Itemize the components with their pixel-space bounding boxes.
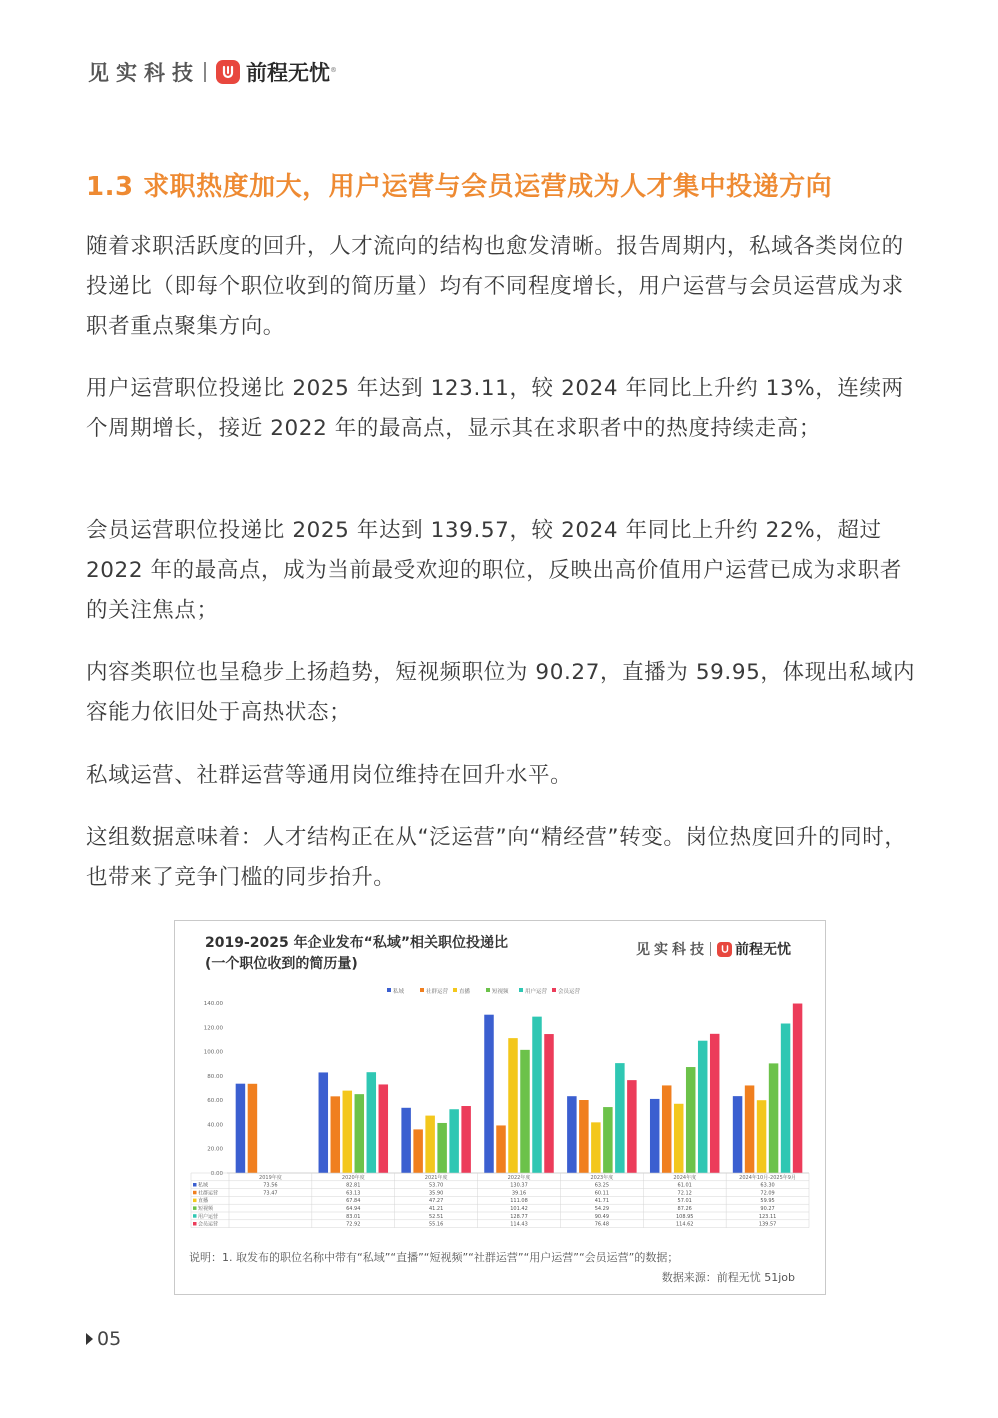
bar-4-6 bbox=[781, 1024, 791, 1173]
bar-3-5 bbox=[686, 1067, 696, 1173]
y-tick-label-5: 100.00 bbox=[203, 1049, 223, 1056]
data-label-0-4: 63.25 bbox=[594, 1182, 610, 1189]
bar-3-4 bbox=[603, 1107, 613, 1173]
data-label-5-1: 72.92 bbox=[346, 1221, 361, 1228]
data-label-5-3: 114.43 bbox=[510, 1221, 528, 1228]
51job-logo-icon bbox=[216, 60, 240, 84]
data-label-1-5: 72.12 bbox=[677, 1190, 692, 1197]
data-label-0-6: 63.30 bbox=[760, 1182, 775, 1189]
table-swatch-3 bbox=[193, 1206, 197, 1210]
bar-chart bbox=[175, 983, 825, 1245]
paragraph-2: 用户运营职位投递比 2025 年达到 123.11，较 2024 年同比上升约 13%，连续两个周期增长，接近 2022 年的最高点，显示其在求职者中的热度持续走高； bbox=[86, 376, 904, 441]
y-tick-label-6: 120.00 bbox=[203, 1025, 223, 1032]
paragraph-1: 随着求职活跃度的回升，人才流向的结构也愈发清晰。报告周期内，私域各类岗位的投递比（即每个职位收到的简历量）均有不同程度增长，用户运营与会员运营成为求职者重点聚集方向。 bbox=[86, 234, 904, 339]
bar-1-4 bbox=[579, 1100, 589, 1173]
jianshi-brand: 见实科技 bbox=[88, 61, 200, 85]
chart-title-line2: (一个职位收到的简历量) bbox=[205, 956, 358, 972]
legend-label-2: 直播 bbox=[459, 989, 471, 995]
data-label-2-4: 41.71 bbox=[594, 1198, 610, 1205]
table-series-label-3: 短视频 bbox=[198, 1206, 214, 1212]
bar-4-2 bbox=[449, 1109, 459, 1173]
legend-label-4: 用户运营 bbox=[525, 989, 548, 995]
bar-3-2 bbox=[437, 1123, 447, 1173]
table-series-label-1: 社群运营 bbox=[198, 1190, 219, 1197]
bar-2-4 bbox=[591, 1122, 601, 1173]
bar-2-6 bbox=[757, 1100, 767, 1173]
bar-2-3 bbox=[508, 1038, 518, 1173]
bar-4-1 bbox=[367, 1072, 377, 1173]
bar-5-5 bbox=[710, 1034, 720, 1173]
bar-3-3 bbox=[520, 1050, 530, 1173]
bar-5-1 bbox=[379, 1084, 389, 1173]
data-label-5-2: 55.16 bbox=[428, 1221, 444, 1228]
brand-divider bbox=[204, 62, 206, 82]
chart-51job-logo-icon bbox=[717, 942, 732, 957]
x-category-label-1: 2020年度 bbox=[341, 1174, 365, 1181]
data-label-4-2: 52.51 bbox=[428, 1213, 444, 1220]
data-label-4-6: 123.11 bbox=[758, 1213, 777, 1220]
chart-brand-51job: 前程无忧 bbox=[735, 942, 791, 958]
bar-1-3 bbox=[496, 1125, 506, 1173]
bar-2-1 bbox=[343, 1091, 353, 1173]
data-label-0-3: 130.37 bbox=[510, 1182, 528, 1189]
data-label-4-5: 108.95 bbox=[675, 1213, 694, 1220]
bar-3-1 bbox=[355, 1094, 365, 1173]
data-label-4-4: 90.49 bbox=[594, 1213, 610, 1220]
data-label-4-3: 128.77 bbox=[510, 1213, 528, 1220]
x-category-label-5: 2024年度 bbox=[673, 1174, 697, 1181]
x-category-label-0: 2019年度 bbox=[259, 1174, 282, 1181]
data-label-1-6: 72.09 bbox=[760, 1190, 775, 1197]
data-label-0-2: 53.70 bbox=[428, 1182, 444, 1189]
bar-2-2 bbox=[425, 1116, 435, 1173]
chart-note: 说明：1. 取发布的职位名称中带有“私域”“直播”“短视频”“社群运营”“用户运营”“会员运营”的数据； bbox=[189, 1251, 679, 1264]
51job-brand: 前程无忧® bbox=[246, 61, 337, 85]
bar-0-4 bbox=[567, 1096, 577, 1173]
data-label-3-1: 64.94 bbox=[346, 1206, 361, 1212]
legend-swatch-5 bbox=[552, 988, 556, 992]
data-label-3-5: 87.26 bbox=[677, 1206, 692, 1212]
bar-1-6 bbox=[745, 1085, 755, 1173]
y-tick-label-3: 60.00 bbox=[207, 1098, 223, 1105]
data-label-2-6: 59.95 bbox=[760, 1198, 775, 1205]
section-title: 1.3 求职热度加大，用户运营与会员运营成为人才集中投递方向 bbox=[86, 172, 833, 202]
y-tick-label-4: 80.00 bbox=[207, 1073, 223, 1080]
legend-swatch-1 bbox=[420, 988, 424, 992]
data-label-4-1: 83.01 bbox=[346, 1213, 361, 1220]
table-series-label-0: 私域 bbox=[198, 1182, 209, 1189]
bar-0-1 bbox=[319, 1072, 329, 1173]
data-label-5-6: 139.57 bbox=[758, 1221, 777, 1228]
table-series-label-4: 用户运营 bbox=[198, 1213, 219, 1220]
chart-brand-jianshi: 见实科技 bbox=[636, 942, 708, 958]
bar-5-2 bbox=[461, 1106, 471, 1173]
data-label-3-4: 54.29 bbox=[594, 1206, 610, 1212]
chart-figure bbox=[174, 920, 826, 1295]
data-label-3-2: 41.21 bbox=[428, 1206, 444, 1212]
trademark-mark: ® bbox=[330, 66, 337, 74]
data-label-5-5: 114.62 bbox=[675, 1221, 694, 1228]
y-tick-label-0: 0.00 bbox=[210, 1171, 223, 1177]
chart-title-line1: 2019-2025 年企业发布“私域”相关职位投递比 bbox=[205, 935, 509, 951]
paragraph-3: 会员运营职位投递比 2025 年达到 139.57，较 2024 年同比上升约 22%，超过 2022 年的最高点，成为当前最受欢迎的职位，反映出高价值用户运营已成为求职者的关注焦点； bbox=[86, 518, 902, 623]
page-number bbox=[86, 1328, 121, 1350]
legend-label-0: 私域 bbox=[393, 989, 405, 995]
x-category-label-2: 2021年度 bbox=[424, 1174, 448, 1181]
legend-swatch-4 bbox=[519, 988, 523, 992]
data-label-3-3: 101.42 bbox=[510, 1206, 528, 1212]
legend-label-3: 短视频 bbox=[492, 989, 509, 995]
bar-3-6 bbox=[769, 1063, 779, 1173]
x-category-label-6: 2024年10月-2025年9月 bbox=[739, 1174, 796, 1181]
legend-swatch-3 bbox=[486, 988, 490, 992]
y-tick-label-7: 140.00 bbox=[203, 1001, 223, 1007]
chart-source: 数据来源：前程无忧 51job bbox=[661, 1271, 795, 1284]
bar-1-0 bbox=[248, 1084, 258, 1173]
bar-1-1 bbox=[331, 1096, 341, 1173]
data-label-1-1: 63.13 bbox=[346, 1190, 361, 1197]
data-label-1-3: 39.16 bbox=[511, 1190, 527, 1197]
y-tick-label-1: 20.00 bbox=[207, 1146, 223, 1153]
bar-0-6 bbox=[733, 1096, 743, 1173]
table-swatch-0 bbox=[193, 1183, 197, 1187]
table-swatch-5 bbox=[193, 1222, 197, 1226]
data-label-0-0: 73.56 bbox=[263, 1182, 278, 1189]
bar-4-3 bbox=[532, 1017, 542, 1173]
paragraph-5: 私域运营、社群运营等通用岗位维持在回升水平。 bbox=[86, 763, 573, 788]
x-category-label-4: 2023年度 bbox=[590, 1174, 614, 1181]
bar-1-2 bbox=[413, 1129, 423, 1173]
table-swatch-1 bbox=[193, 1191, 197, 1195]
data-label-5-4: 76.48 bbox=[594, 1221, 610, 1228]
chart-title bbox=[205, 933, 508, 975]
bar-0-0 bbox=[236, 1084, 246, 1173]
data-label-2-3: 111.08 bbox=[510, 1198, 528, 1205]
bar-2-5 bbox=[674, 1104, 684, 1173]
bar-4-4 bbox=[615, 1063, 625, 1173]
chart-brand bbox=[636, 939, 791, 959]
legend-label-5: 会员运营 bbox=[558, 989, 581, 995]
data-label-2-5: 57.01 bbox=[677, 1198, 692, 1205]
data-label-3-6: 90.27 bbox=[760, 1206, 775, 1212]
x-category-label-3: 2022年度 bbox=[507, 1174, 531, 1181]
bar-1-5 bbox=[662, 1085, 672, 1173]
data-label-1-0: 73.47 bbox=[263, 1190, 278, 1197]
data-label-2-2: 47.27 bbox=[428, 1198, 444, 1205]
table-series-label-5: 会员运营 bbox=[198, 1221, 219, 1228]
data-label-1-4: 60.11 bbox=[594, 1190, 610, 1197]
y-tick-label-2: 40.00 bbox=[207, 1122, 223, 1129]
page-number-text: 05 bbox=[97, 1328, 122, 1350]
data-label-0-1: 82.81 bbox=[346, 1182, 361, 1189]
legend-label-1: 社群运营 bbox=[426, 989, 449, 995]
table-series-label-2: 直播 bbox=[198, 1198, 209, 1205]
bar-5-4 bbox=[627, 1080, 637, 1173]
bar-0-2 bbox=[401, 1108, 411, 1173]
paragraph-6: 这组数据意味着：人才结构正在从“泛运营”向“精经营”转变。岗位热度回升的同时，也带来了竞争门槛的同步抬升。 bbox=[86, 825, 907, 890]
legend-swatch-0 bbox=[387, 988, 391, 992]
data-label-0-5: 61.01 bbox=[677, 1182, 692, 1189]
bar-4-5 bbox=[698, 1041, 708, 1173]
page-header bbox=[88, 54, 337, 90]
bar-5-3 bbox=[544, 1034, 554, 1173]
table-swatch-4 bbox=[193, 1214, 197, 1218]
page-marker-icon bbox=[86, 1333, 93, 1345]
paragraph-4: 内容类职位也呈稳步上扬趋势，短视频职位为 90.27，直播为 59.95，体现出私域内容能力依旧处于高热状态； bbox=[86, 660, 916, 725]
chart-brand-divider bbox=[710, 942, 711, 956]
table-swatch-2 bbox=[193, 1199, 197, 1203]
bar-0-5 bbox=[650, 1099, 660, 1173]
data-label-1-2: 35.90 bbox=[428, 1190, 444, 1197]
data-label-2-1: 67.84 bbox=[346, 1198, 361, 1205]
bar-5-6 bbox=[793, 1004, 803, 1173]
bar-0-3 bbox=[484, 1015, 494, 1173]
legend-swatch-2 bbox=[453, 988, 457, 992]
